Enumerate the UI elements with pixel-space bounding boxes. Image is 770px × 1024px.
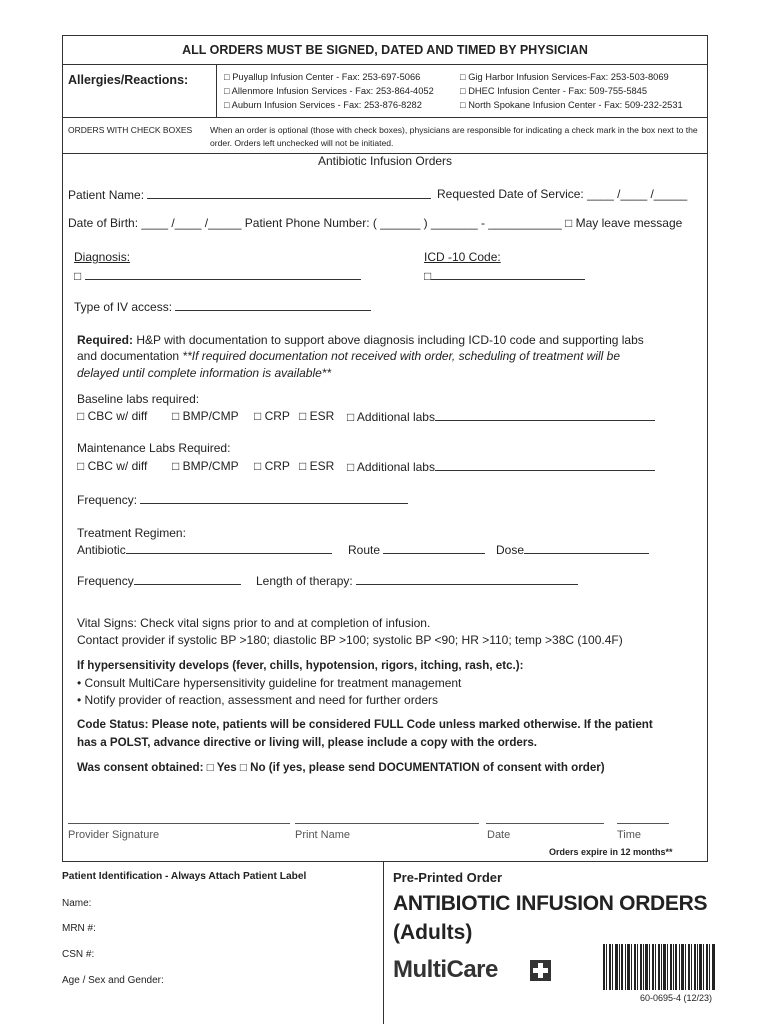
maint-bmp-checkbox[interactable]: □ BMP/CMP bbox=[172, 459, 239, 473]
preprinted-label: Pre-Printed Order bbox=[393, 870, 503, 885]
code-status-line-1: Code Status: Please note, patients will be considered FULL Code unless marked otherwise. If the patient bbox=[77, 718, 653, 731]
main-title: ANTIBIOTIC INFUSION ORDERS bbox=[393, 892, 708, 915]
facility-allenmore[interactable]: □ Allenmore Infusion Services - Fax: 253-864-4052 bbox=[224, 86, 434, 96]
length-of-therapy-field[interactable]: Length of therapy: bbox=[256, 573, 578, 588]
barcode-icon bbox=[603, 944, 715, 990]
maint-esr-checkbox[interactable]: □ ESR bbox=[299, 459, 335, 473]
date-line[interactable] bbox=[486, 823, 604, 824]
vitals-line-2: Contact provider if systolic BP >180; diastolic BP >100; systolic BP <90; HR >110; temp >38C (100.4F) bbox=[77, 633, 623, 647]
baseline-bmp-checkbox[interactable]: □ BMP/CMP bbox=[172, 409, 239, 423]
allergies-label: Allergies/Reactions: bbox=[68, 73, 189, 87]
form-code: 60-0695-4 (12/23) bbox=[640, 993, 713, 1003]
required-line-3: delayed until complete information is available** bbox=[77, 366, 332, 380]
iv-access-field[interactable]: Type of IV access: bbox=[74, 299, 371, 314]
allergies-row bbox=[62, 65, 708, 118]
facility-dhec[interactable]: □ DHEC Infusion Center - Fax: 509-755-5845 bbox=[460, 86, 647, 96]
baseline-esr-checkbox[interactable]: □ ESR bbox=[299, 409, 335, 423]
print-name-line[interactable] bbox=[295, 823, 479, 824]
footer-divider bbox=[383, 862, 384, 1024]
icd-input[interactable]: □ bbox=[424, 268, 585, 283]
dose-field[interactable]: Dose bbox=[496, 542, 649, 557]
time-label: Time bbox=[617, 829, 642, 841]
diagnosis-label: Diagnosis: bbox=[74, 250, 131, 264]
mrn-label: MRN #: bbox=[62, 923, 96, 934]
facility-puyallup[interactable]: □ Puyallup Infusion Center - Fax: 253-697-5066 bbox=[224, 72, 421, 82]
required-line-2: and documentation **If required documentation not received with order, scheduling of treatment will be bbox=[77, 349, 620, 363]
baseline-additional-checkbox[interactable]: □ Additional labs bbox=[347, 409, 655, 424]
date-label: Date bbox=[487, 829, 511, 841]
multicare-cross-icon bbox=[530, 960, 551, 981]
hypersensitivity-item: • Notify provider of reaction, assessment and need for further orders bbox=[77, 693, 439, 707]
signature-line[interactable] bbox=[68, 823, 290, 824]
facility-north-spokane[interactable]: □ North Spokane Infusion Center - Fax: 509-232-2531 bbox=[460, 100, 683, 110]
patient-name-label: Name: bbox=[62, 898, 92, 909]
maintenance-labs-title: Maintenance Labs Required: bbox=[77, 441, 231, 455]
treatment-regimen-title: Treatment Regimen: bbox=[77, 526, 186, 540]
checkbox-instructions: When an order is optional (those with check boxes), physicians are responsible for indicating a check mark in the box next to the order. Orders left unchecked will not be initiated. bbox=[210, 125, 698, 148]
baseline-cbc-checkbox[interactable]: □ CBC w/ diff bbox=[77, 409, 148, 423]
print-name-label: Print Name bbox=[295, 829, 351, 841]
baseline-crp-checkbox[interactable]: □ CRP bbox=[254, 409, 290, 423]
divider bbox=[216, 65, 217, 118]
icd-label: ICD -10 Code: bbox=[424, 250, 501, 264]
provider-signature-label: Provider Signature bbox=[68, 829, 160, 841]
baseline-labs-title: Baseline labs required: bbox=[77, 392, 200, 406]
facility-auburn[interactable]: □ Auburn Infusion Services - Fax: 253-876-8282 bbox=[224, 100, 422, 110]
sub-title: (Adults) bbox=[393, 921, 473, 944]
checkbox-label: ORDERS WITH CHECK BOXES bbox=[68, 125, 193, 135]
frequency-field[interactable]: Frequency: bbox=[77, 492, 408, 507]
form-title: Antibiotic Infusion Orders bbox=[317, 154, 453, 168]
consent-question[interactable]: Was consent obtained: □ Yes □ No (if yes, please send DOCUMENTATION of consent with order) bbox=[77, 761, 605, 774]
checkbox-instructions-row bbox=[62, 118, 708, 154]
patient-name-field[interactable]: Patient Name: bbox=[68, 187, 431, 202]
route-field[interactable]: Route bbox=[348, 542, 485, 557]
dob-phone-field[interactable]: Date of Birth: ____ /____ /_____ Patient Phone Number: ( ______ ) _______ - ___________ □ May leave message bbox=[68, 216, 683, 230]
vitals-line-1: Vital Signs: Check vital signs prior to and at completion of infusion. bbox=[77, 616, 431, 630]
maint-cbc-checkbox[interactable]: □ CBC w/ diff bbox=[77, 459, 148, 473]
facility-gig-harbor[interactable]: □ Gig Harbor Infusion Services-Fax: 253-503-8069 bbox=[460, 72, 669, 82]
csn-label: CSN #: bbox=[62, 949, 95, 960]
maint-crp-checkbox[interactable]: □ CRP bbox=[254, 459, 290, 473]
antibiotic-field[interactable]: Antibiotic bbox=[77, 542, 332, 557]
hypersensitivity-title: If hypersensitivity develops (fever, chills, hypotension, rigors, itching, rash, etc.): bbox=[77, 659, 524, 672]
hypersensitivity-item: • Consult MultiCare hypersensitivity guideline for treatment management bbox=[77, 676, 462, 690]
patient-id-title: Patient Identification - Always Attach Patient Label bbox=[62, 871, 307, 882]
frequency2-field[interactable]: Frequency bbox=[77, 573, 241, 588]
required-line-1: Required: H&P with documentation to support above diagnosis including ICD-10 code and supporting labs bbox=[77, 333, 644, 347]
time-line[interactable] bbox=[617, 823, 669, 824]
code-status-line-2: has a POLST, advance directive or living will, please include a copy with the orders. bbox=[77, 736, 538, 749]
form-header: ALL ORDERS MUST BE SIGNED, DATED AND TIMED BY PHYSICIAN bbox=[62, 35, 708, 65]
multicare-logo: MultiCare bbox=[393, 956, 498, 983]
orders-expire-note: Orders expire in 12 months** bbox=[549, 847, 673, 857]
diagnosis-input[interactable]: □ bbox=[74, 268, 361, 283]
requested-date-field[interactable]: Requested Date of Service: ____ /____ /_____ bbox=[437, 187, 688, 201]
maint-additional-checkbox[interactable]: □ Additional labs bbox=[347, 459, 655, 474]
age-sex-label: Age / Sex and Gender: bbox=[62, 975, 164, 986]
